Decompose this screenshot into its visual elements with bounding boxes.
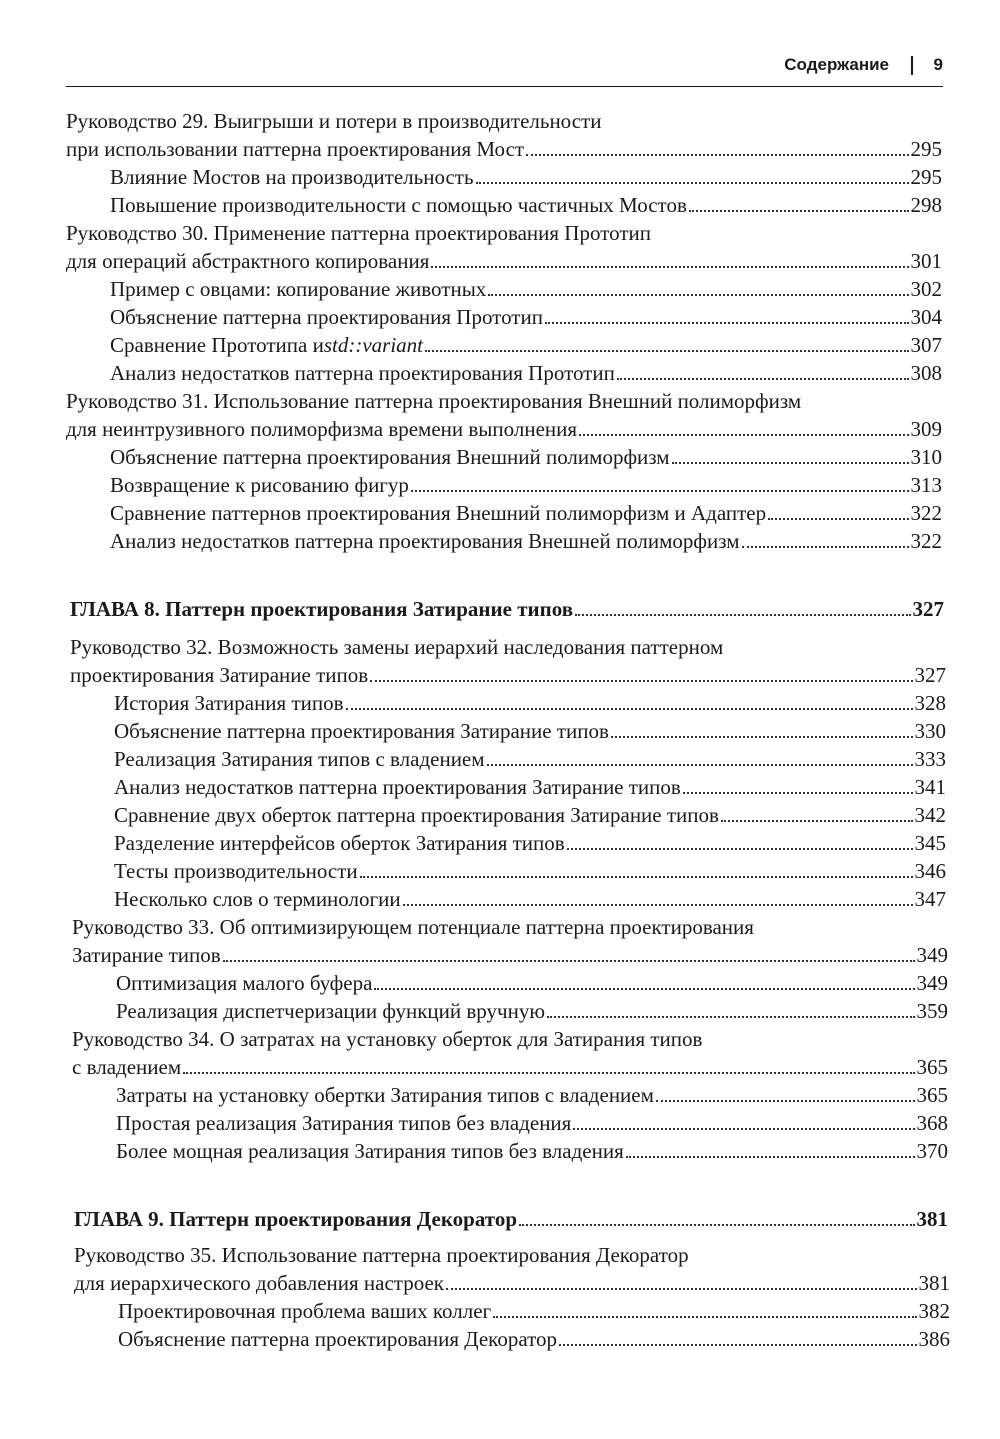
toc-subentry[interactable] [114, 830, 946, 856]
entry-title: Анализ недостатков паттерна проектирования Прототип [110, 361, 615, 385]
toc-subentry[interactable] [114, 690, 946, 716]
leader-dots [721, 820, 913, 822]
leader-dots [476, 182, 909, 184]
entry-title: Анализ недостатков паттерна проектирования Затирание типов [114, 775, 681, 799]
entry-page: 381 [916, 1207, 948, 1231]
leader-dots [547, 1016, 914, 1018]
toc-subentry[interactable] [116, 970, 948, 996]
toc-subentry[interactable] [110, 164, 942, 190]
toc-entry[interactable] [66, 416, 942, 442]
entry-page: 308 [910, 361, 942, 385]
entry-title: проектирования Затирание типов [70, 663, 369, 687]
entry-page: 359 [916, 999, 948, 1023]
entry-title: Возвращение к рисованию фигур [110, 473, 409, 497]
entry-title: Руководство 31. Использование паттерна проектирования Внешний полиморфизм [66, 389, 802, 413]
toc-subentry[interactable] [110, 528, 942, 554]
chapter-title: ГЛАВА 8. Паттерн проектирования Затирание типов [70, 597, 574, 621]
entry-page: 328 [914, 691, 946, 715]
leader-dots [573, 1128, 914, 1130]
leader-dots [370, 680, 912, 682]
entry-page: 341 [914, 775, 946, 799]
entry-page: 298 [910, 193, 942, 217]
toc-subentry[interactable] [110, 304, 942, 330]
leader-dots [223, 960, 915, 962]
toc-subentry[interactable] [114, 718, 946, 744]
entry-title: Затирание типов [72, 943, 221, 967]
leader-dots [575, 614, 910, 616]
toc-subentry[interactable] [110, 500, 942, 526]
entry-page: 310 [910, 445, 942, 469]
leader-dots [493, 1316, 916, 1318]
toc-subentry[interactable] [114, 774, 946, 800]
entry-title: Тесты производительности [114, 859, 358, 883]
leader-dots [425, 350, 909, 352]
entry-page: 302 [910, 277, 942, 301]
toc-subentry[interactable] [110, 444, 942, 470]
entry-page: 370 [916, 1139, 948, 1163]
entry-page: 313 [910, 473, 942, 497]
entry-page: 345 [914, 831, 946, 855]
toc-entry-heading[interactable] [66, 388, 936, 414]
entry-title: Реализация Затирания типов с владением [114, 747, 485, 771]
toc-subentry[interactable] [110, 276, 942, 302]
entry-page: 349 [916, 943, 948, 967]
toc-subentry[interactable] [116, 1110, 948, 1136]
leader-dots [411, 490, 909, 492]
leader-dots [559, 1344, 917, 1346]
entry-title: Сравнение Прототипа и [110, 333, 324, 357]
entry-title: Влияние Мостов на производительность [110, 165, 474, 189]
entry-title: Руководство 35. Использование паттерна проектирования Декоратор [74, 1243, 689, 1267]
entry-title: Разделение интерфейсов оберток Затирания типов [114, 831, 565, 855]
entry-title: Руководство 33. Об оптимизирующем потенциале паттерна проектирования [72, 915, 754, 939]
toc-entry[interactable] [66, 136, 942, 162]
entry-title: с владением [72, 1055, 182, 1079]
entry-page: 322 [910, 529, 942, 553]
page-number: 9 [933, 55, 943, 74]
entry-title: Объяснение паттерна проектирования Затирание типов [114, 719, 609, 743]
entry-title: Руководство 30. Применение паттерна проектирования Прототип [66, 221, 651, 245]
entry-page: 333 [914, 747, 946, 771]
toc-subentry[interactable] [110, 360, 942, 386]
entry-page: 381 [918, 1271, 950, 1295]
entry-title: для иерархического добавления настроек [74, 1271, 445, 1295]
toc-entry-heading[interactable] [72, 1026, 942, 1052]
toc-subentry[interactable] [118, 1298, 950, 1324]
toc-chapter[interactable] [74, 1206, 948, 1232]
leader-dots [683, 792, 913, 794]
entry-page: 295 [910, 137, 942, 161]
leader-dots [626, 1156, 915, 1158]
entry-title: Объяснение паттерна проектирования Декоратор [118, 1327, 557, 1351]
toc-subentry[interactable] [110, 472, 942, 498]
entry-title: Объяснение паттерна проектирования Внешний полиморфизм [110, 445, 670, 469]
leader-dots [183, 1072, 914, 1074]
entry-title: Объяснение паттерна проектирования Прототип [110, 305, 543, 329]
leader-dots [519, 1224, 915, 1226]
entry-title: Сравнение паттернов проектирования Внешний полиморфизм и Адаптер [110, 501, 767, 525]
entry-title: Затраты на установку обертки Затирания типов с владением [116, 1083, 654, 1107]
entry-title: Руководство 32. Возможность замены иерархий наследования паттерном [70, 635, 724, 659]
entry-page: 382 [918, 1299, 950, 1323]
leader-dots [742, 546, 909, 548]
entry-title: Простая реализация Затирания типов без владения [116, 1111, 572, 1135]
leader-dots [446, 1288, 916, 1290]
toc-subentry[interactable] [114, 886, 946, 912]
entry-title: Руководство 29. Выигрыши и потери в производительности [66, 109, 602, 133]
toc-entry[interactable] [70, 662, 946, 688]
toc-subentry[interactable] [114, 858, 946, 884]
toc-entry-heading[interactable] [74, 1242, 944, 1268]
leader-dots [346, 708, 913, 710]
entry-title: Проектировочная проблема ваших коллег [118, 1299, 492, 1323]
running-header [66, 48, 943, 87]
entry-title: Руководство 34. О затратах на установку оберток для Затирания типов [72, 1027, 703, 1051]
entry-title: Реализация диспетчеризации функций вручную [116, 999, 546, 1023]
toc-subentry[interactable] [116, 998, 948, 1024]
leader-dots [545, 322, 909, 324]
leader-dots [488, 294, 908, 296]
leader-dots [487, 764, 913, 766]
entry-page: 342 [914, 803, 946, 827]
entry-title: Более мощная реализация Затирания типов без владения [116, 1139, 624, 1163]
entry-page: 365 [916, 1055, 948, 1079]
leader-dots [403, 904, 913, 906]
entry-page: 304 [910, 305, 942, 329]
entry-title: Пример с овцами: копирование животных [110, 277, 487, 301]
toc-subentry[interactable] [116, 1082, 948, 1108]
entry-title: Оптимизация малого буфера [116, 971, 373, 995]
leader-dots [768, 518, 908, 520]
entry-title: при использовании паттерна проектирования Мост [66, 137, 525, 161]
header-title: Содержание [784, 55, 889, 74]
entry-page: 327 [912, 597, 944, 621]
chapter-title: ГЛАВА 9. Паттерн проектирования Декоратор [74, 1207, 517, 1231]
entry-page: 307 [910, 333, 942, 357]
entry-page: 386 [918, 1327, 950, 1351]
toc-entry[interactable] [72, 1054, 948, 1080]
leader-dots [360, 876, 913, 878]
entry-title: для неинтрузивного полиморфизма времени выполнения [66, 417, 578, 441]
entry-page: 327 [914, 663, 946, 687]
entry-title: Несколько слов о терминологии [114, 887, 401, 911]
entry-page: 295 [910, 165, 942, 189]
leader-dots [374, 988, 914, 990]
toc-subentry[interactable] [110, 192, 942, 218]
toc-subentry[interactable] [118, 1326, 950, 1352]
entry-page: 349 [916, 971, 948, 995]
entry-page: 346 [914, 859, 946, 883]
leader-dots [617, 378, 909, 380]
entry-page: 322 [910, 501, 942, 525]
leader-dots [689, 210, 909, 212]
entry-page: 330 [914, 719, 946, 743]
toc-entry-heading[interactable] [72, 914, 942, 940]
toc-subentry[interactable] [116, 1138, 948, 1164]
entry-title: Анализ недостатков паттерна проектирования Внешней полиморфизм [110, 529, 740, 553]
entry-page: 368 [916, 1111, 948, 1135]
entry-title: Сравнение двух оберток паттерна проектирования Затирание типов [114, 803, 719, 827]
entry-title-code: std::variant [323, 333, 423, 357]
leader-dots [567, 848, 913, 850]
leader-dots [526, 154, 908, 156]
entry-title: для операций абстрактного копирования [66, 249, 430, 273]
leader-dots [656, 1100, 915, 1102]
leader-dots [431, 266, 908, 268]
leader-dots [579, 434, 908, 436]
toc-subentry[interactable] [110, 332, 942, 358]
entry-title: Повышение производительности с помощью частичных Мостов [110, 193, 687, 217]
leader-dots [672, 462, 909, 464]
toc-entry[interactable] [74, 1270, 950, 1296]
entry-page: 365 [916, 1083, 948, 1107]
toc-entry-heading[interactable] [70, 634, 940, 660]
entry-title: История Затирания типов [114, 691, 344, 715]
entry-page: 301 [910, 249, 942, 273]
toc-entry[interactable] [72, 942, 948, 968]
toc-subentry[interactable] [114, 802, 946, 828]
toc-entry-heading[interactable] [66, 108, 936, 134]
entry-page: 309 [910, 417, 942, 441]
entry-page: 347 [914, 887, 946, 911]
header-separator [911, 56, 913, 75]
toc-subentry[interactable] [114, 746, 946, 772]
toc-entry[interactable] [66, 248, 942, 274]
toc-chapter[interactable] [70, 596, 944, 622]
toc-entry-heading[interactable] [66, 220, 936, 246]
leader-dots [611, 736, 913, 738]
